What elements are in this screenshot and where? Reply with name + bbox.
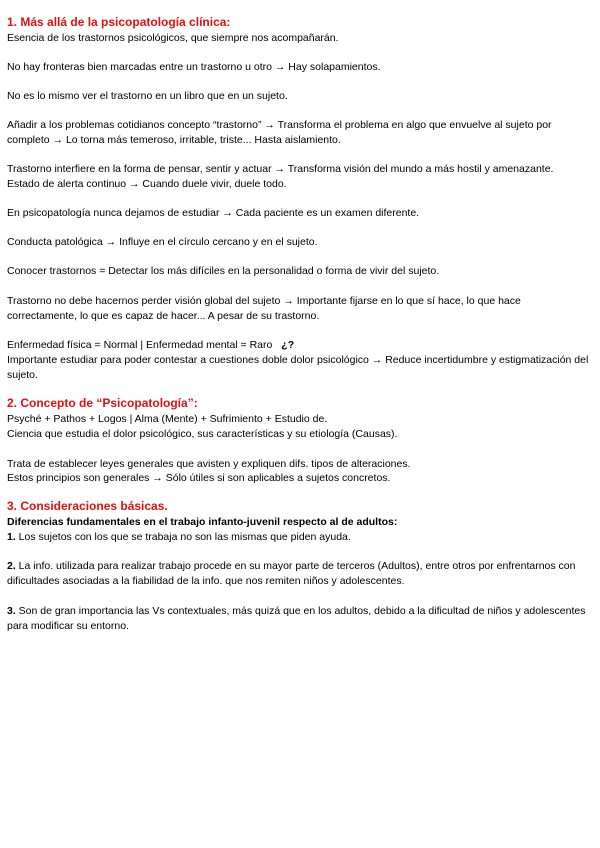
paragraph: Trastorno no debe hacernos perder visión global del sujeto → Importante fijarse en lo que sí hace, lo que hace correctamente, lo que es capaz de hacer... A pesar de su trastorno. [7, 295, 521, 322]
list-item [7, 559, 589, 588]
list-item [7, 604, 589, 633]
section-1-heading: 1. Más allá de la psicopatología clínica: [7, 15, 231, 29]
question-mark: ¿? [281, 339, 295, 351]
list-item-text: Los sujetos con los que se trabaja no son las mismas que piden ayuda. [15, 531, 351, 543]
list-item-number: 3. [7, 605, 16, 617]
paragraph: Ciencia que estudia el dolor psicológico, sus características y su etiología (Causas). [7, 428, 398, 440]
paragraph: Esencia de los trastornos psicológicos, que siempre nos acompañarán. [7, 32, 339, 44]
paragraph: No hay fronteras bien marcadas entre un trastorno u otro → Hay solapamientos. [7, 61, 381, 73]
list-item-number: 2. [7, 560, 16, 572]
paragraph: Trastorno interfiere en la forma de pensar, sentir y actuar → Transforma visión del mundo a más hostil y amenazante. [7, 163, 554, 175]
paragraph: No es lo mismo ver el trastorno en un libro que en un sujeto. [7, 90, 288, 102]
paragraph: Estos principios son generales → Sólo útiles si son aplicables a sujetos concretos. [7, 472, 391, 484]
paragraph: Estado de alerta continuo → Cuando duele vivir, duele todo. [7, 178, 287, 190]
paragraph-health-comparison [7, 338, 589, 353]
paragraph: En psicopatología nunca dejamos de estudiar → Cada paciente es un examen diferente. [7, 207, 420, 219]
paragraph: Importante estudiar para poder contestar a cuestiones doble dolor psicológico → Reduce incertidumbre y estigmatización del sujeto. [7, 354, 589, 381]
list-item-text: La info. utilizada para realizar trabajo procede en su mayor parte de terceros (Adultos), entre otros por enfrentarnos con dificultades asociadas a la fiabilidad de la info. que nos remiten niños y adolescentes. [7, 560, 576, 587]
section-3-subheading: Diferencias fundamentales en el trabajo infanto-juvenil respecto al de adultos: [7, 516, 398, 528]
list-item [7, 530, 589, 545]
list-item-text: Son de gran importancia las Vs contextuales, más quizá que en los adultos, debido a la dificultad de niños y adolescentes para modificar su entorno. [7, 605, 586, 632]
section-3-heading: 3. Consideraciones básicas. [7, 499, 168, 513]
paragraph: Conocer trastornos = Detectar los más difíciles en la personalidad o forma de vivir del sujeto. [7, 265, 440, 277]
section-2-heading: 2. Concepto de “Psicopatología”: [7, 396, 198, 410]
paragraph: Psyché + Pathos + Logos | Alma (Mente) + Sufrimiento + Estudio de. [7, 413, 328, 425]
list-item-number: 1. [7, 531, 16, 543]
paragraph: Trata de establecer leyes generales que avisten y expliquen difs. tipos de alteraciones. [7, 458, 411, 470]
comparison-text: Enfermedad física = Normal | Enfermedad mental = Raro [7, 339, 273, 351]
paragraph: Añadir a los problemas cotidianos concepto “trastorno” → Transforma el problema en algo que envuelve al sujeto por completo → Lo torna más temeroso, irritable, triste... Hasta aislamiento. [7, 119, 552, 146]
paragraph: Conducta patológica → Influye en el círculo cercano y en el sujeto. [7, 236, 318, 248]
